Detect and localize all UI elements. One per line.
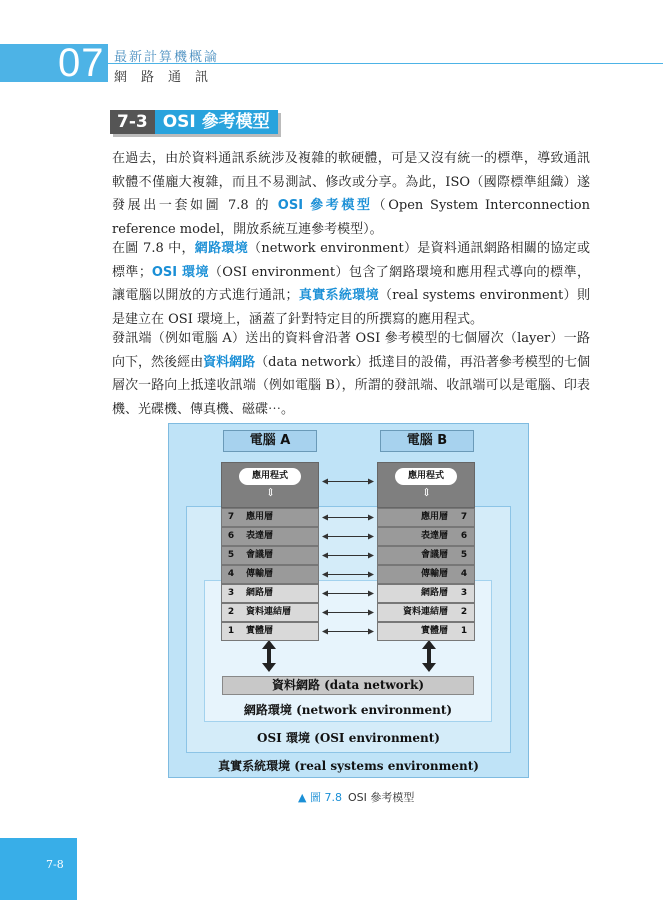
layer-name: 網路層: [246, 588, 274, 598]
highlighted-term: OSI 參考模型: [277, 198, 373, 213]
layer-name: 傳輸層: [420, 569, 448, 579]
layer-number: 3: [460, 588, 468, 598]
section-title: OSI 參考模型: [155, 110, 278, 134]
double-arrow-icon: [322, 551, 374, 560]
osi-layer-1-a: [221, 622, 319, 641]
double-arrow-icon: [322, 627, 374, 636]
computer-b-label: 電腦 B: [380, 430, 474, 452]
osi-env-label: OSI 環境 (OSI environment): [257, 731, 440, 745]
paragraph-1: [112, 147, 590, 241]
osi-layer-3-a: [221, 584, 319, 603]
osi-layer-1-b: [377, 622, 475, 641]
app-label-b: 應用程式: [395, 468, 457, 485]
vertical-arrow-icon: [422, 640, 436, 672]
osi-layer-2-b: [377, 603, 475, 622]
data-network-bar: 資料網路 (data network): [222, 676, 474, 695]
section-heading: [110, 110, 278, 134]
layer-name: 實體層: [246, 626, 274, 636]
highlighted-term: OSI 環境: [151, 264, 209, 280]
paragraph-text: （real systems environment）則是建立在 OSI 環境上，涵蓋了針對特定目的所撰寫的應用程式。: [112, 288, 590, 327]
layer-name: 實體層: [420, 626, 448, 636]
highlighted-term: 網路環境: [194, 241, 249, 256]
paragraph-text: 發訊端（例如電腦 A）送出的資料會沿著 OSI 參考模型的七個層次（layer）一路向下，然後經由: [112, 331, 590, 370]
double-arrow-icon: [322, 589, 374, 598]
layer-number: 5: [460, 550, 468, 560]
layer-number: 5: [227, 550, 235, 560]
layer-number: 1: [227, 626, 235, 636]
layer-name: 傳輸層: [246, 569, 274, 579]
paragraph-3: [112, 327, 590, 421]
page-footer-band: [0, 838, 77, 900]
layer-name: 應用層: [420, 512, 448, 522]
caption-marker: ▲ 圖 7.8: [298, 791, 342, 804]
highlighted-term: 真實系統環境: [298, 288, 379, 303]
double-arrow-icon: [322, 608, 374, 617]
figure-caption: [298, 789, 414, 805]
layer-name: 會議層: [246, 550, 274, 560]
paragraph-text: （OSI environment）包含了網路環境和應用程式導向的標準，讓電腦以開放的方式進行通訊；: [112, 264, 591, 303]
osi-layer-5-a: [221, 546, 319, 565]
updown-arrow-icon: ⇕: [266, 486, 276, 499]
network-env-label: 網路環境 (network environment): [243, 703, 453, 717]
computer-a-label: 電腦 A: [223, 430, 317, 452]
layer-name: 表達層: [246, 531, 274, 541]
osi-layer-7-b: [377, 508, 475, 527]
layer-name: 表達層: [420, 531, 448, 541]
page-number: 7-8: [46, 858, 64, 871]
layer-number: 1: [460, 626, 468, 636]
osi-layer-4-a: [221, 565, 319, 584]
paragraph-text: 在圖 7.8 中，: [112, 241, 195, 256]
layer-name: 資料連結層: [402, 607, 448, 617]
layer-name: 網路層: [420, 588, 448, 598]
layer-number: 4: [227, 569, 235, 579]
updown-arrow-icon: ⇕: [422, 486, 432, 499]
osi-layer-7-a: [221, 508, 319, 527]
layer-name: 資料連結層: [246, 607, 292, 617]
paragraph-text: 在過去，由於資料通訊系統涉及複雜的軟硬體，可是又沒有統一的標準，導致通訊軟體不僅龐大複雜，而且不易測試、修改或分享。為此，ISO（國際標準組織）遂發展出一套如圖 7.8 的: [112, 151, 590, 213]
osi-layer-5-b: [377, 546, 475, 565]
paragraph-text: （network environment）是資料通訊網路相關的協定或標準；: [112, 241, 590, 280]
paragraph-text: （Open System Interconnection reference model，開放系統互連參考模型）。: [112, 198, 590, 237]
layer-number: 7: [227, 512, 235, 522]
osi-layer-2-a: [221, 603, 319, 622]
book-title: 最新計算機概論: [114, 50, 220, 65]
double-arrow-icon: [322, 532, 374, 541]
layer-number: 4: [460, 569, 468, 579]
double-arrow-icon: [322, 570, 374, 579]
osi-layer-4-b: [377, 565, 475, 584]
section-number: 7-3: [110, 110, 155, 134]
layer-name: 應用層: [246, 512, 274, 522]
app-block-b: [377, 462, 475, 508]
layer-number: 2: [227, 607, 235, 617]
double-arrow-icon: [322, 477, 374, 486]
paragraph-text: （data network）抵達目的設備，再沿著參考模型的七個層次一路向上抵達收訊端（例如電腦 B），所謂的發訊端、收訊端可以是電腦、印表機、光碟機、傳真機、磁碟⋯。: [112, 354, 590, 417]
paragraph-2: [112, 237, 590, 331]
layer-number: 2: [460, 607, 468, 617]
osi-layer-6-a: [221, 527, 319, 546]
highlighted-term: 資料網路: [203, 354, 256, 370]
layer-number: 3: [227, 588, 235, 598]
vertical-arrow-icon: [262, 640, 276, 672]
osi-layer-3-b: [377, 584, 475, 603]
caption-text: OSI 參考模型: [347, 791, 415, 804]
layer-number: 7: [460, 512, 468, 522]
real-env-label: 真實系統環境 (real systems environment): [218, 759, 479, 773]
app-label-a: 應用程式: [239, 468, 301, 485]
layer-number: 6: [460, 531, 468, 541]
chapter-title: 網路通訊: [114, 70, 223, 85]
layer-name: 會議層: [420, 550, 448, 560]
layer-number: 6: [227, 531, 235, 541]
chapter-number: 07: [58, 41, 105, 85]
app-block-a: [221, 462, 319, 508]
osi-layer-6-b: [377, 527, 475, 546]
double-arrow-icon: [322, 513, 374, 522]
